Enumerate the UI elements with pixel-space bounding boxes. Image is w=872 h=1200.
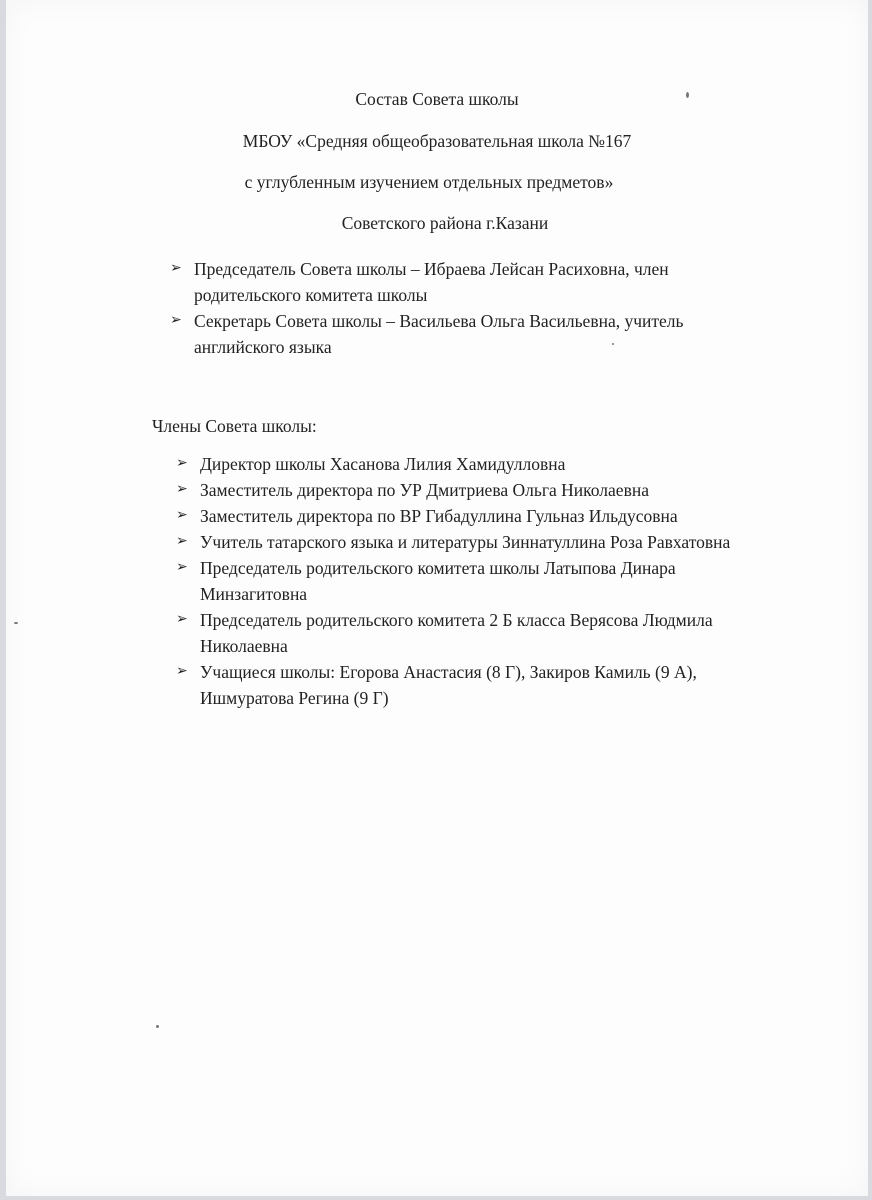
list-item (170, 256, 810, 308)
arrowhead-bullet-icon: ➢ (176, 482, 188, 497)
arrowhead-bullet-icon: ➢ (176, 664, 188, 679)
list-item-line: Заместитель директора по УР Дмитриева Ольга Николаевна (200, 480, 649, 500)
list-item-line: Учащиеся школы: Егорова Анастасия (8 Г), Закиров Камиль (9 А), (200, 662, 697, 682)
list-item-line: Николаевна (200, 636, 288, 656)
scan-speck (14, 622, 18, 624)
arrowhead-bullet-icon: ➢ (176, 456, 188, 471)
members-list (176, 451, 836, 711)
arrowhead-bullet-icon: ➢ (176, 560, 188, 575)
list-item-line: Председатель Совета школы – Ибраева Лейсан Расиховна, член (194, 259, 669, 279)
list-item (176, 607, 836, 659)
list-item (176, 659, 836, 711)
list-item (170, 308, 810, 360)
list-item-line: Учитель татарского языка и литературы Зиннатуллина Роза Равхатовна (200, 532, 731, 552)
header-school-name: МБОУ «Средняя общеобразовательная школа №167 (242, 131, 632, 151)
list-item (176, 555, 836, 607)
arrowhead-bullet-icon: ➢ (176, 508, 188, 523)
members-heading: Члены Совета школы: (152, 416, 317, 436)
leadership-list (170, 256, 810, 360)
header-district: Советского района г.Казани (341, 213, 549, 233)
list-item-line: Ишмуратова Регина (9 Г) (200, 688, 389, 708)
header-title: Состав Совета школы (355, 89, 519, 109)
header-school-profile: с углубленным изучением отдельных предметов» (244, 172, 614, 192)
list-item-line: Председатель родительского комитета 2 Б класса Верясова Людмила (200, 610, 713, 630)
list-item (176, 451, 836, 477)
arrowhead-bullet-icon: ➢ (170, 313, 182, 328)
list-item-line: родительского комитета школы (194, 285, 428, 305)
list-item-line: Председатель родительского комитета школы Латыпова Динара (200, 558, 676, 578)
list-item (176, 503, 836, 529)
arrowhead-bullet-icon: ➢ (176, 534, 188, 549)
document-page (6, 0, 868, 1196)
list-item-line: Заместитель директора по ВР Гибадуллина Гульназ Ильдусовна (200, 506, 678, 526)
arrowhead-bullet-icon: ➢ (176, 612, 188, 627)
scan-speck (156, 1025, 159, 1028)
arrowhead-bullet-icon: ➢ (170, 261, 182, 276)
list-item-line: Минзагитовна (200, 584, 308, 604)
list-item (176, 529, 836, 555)
list-item-line: английского языка (194, 337, 332, 357)
list-item (176, 477, 836, 503)
list-item-line: Секретарь Совета школы – Васильева Ольга Васильевна, учитель (194, 311, 684, 331)
list-item-line: Директор школы Хасанова Лилия Хамидулловна (200, 454, 566, 474)
